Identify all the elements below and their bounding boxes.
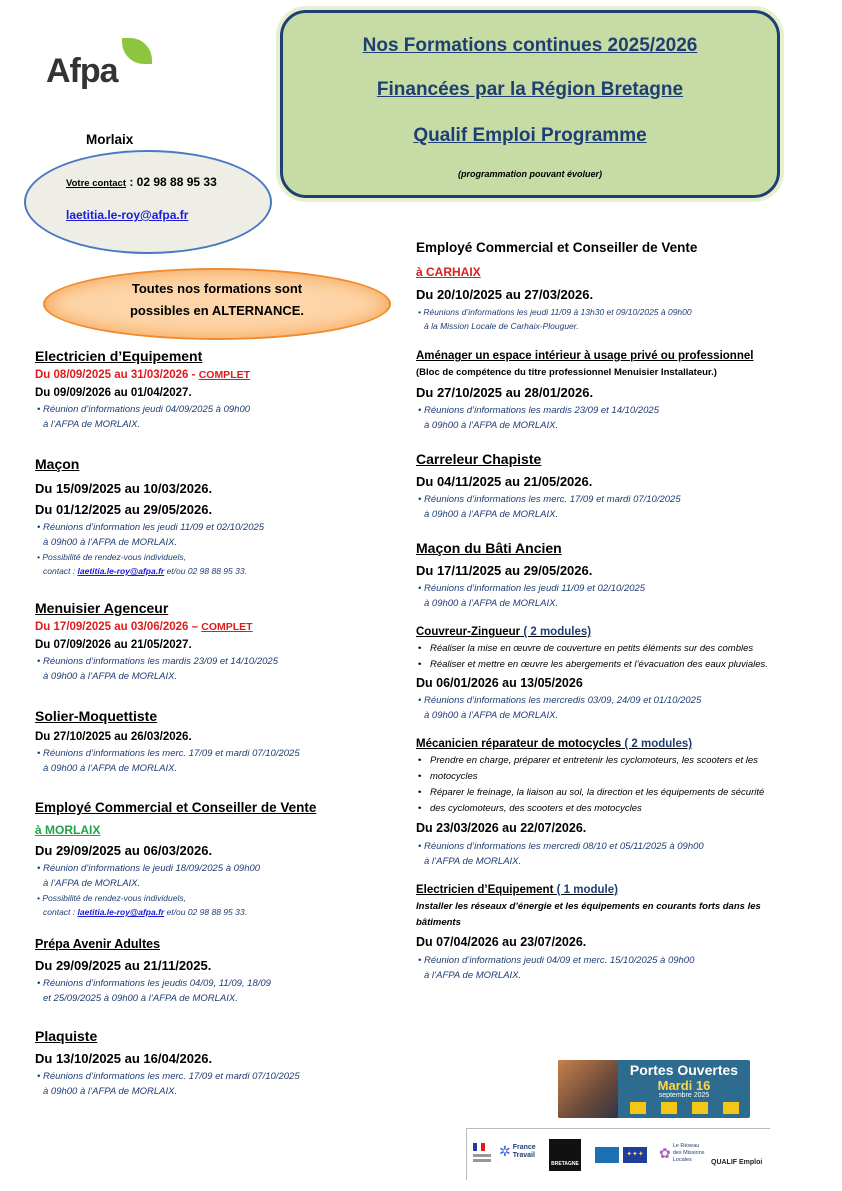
course-desc: Installer les réseaux d’énergie et les équipements en courants forts dans les — [416, 901, 761, 912]
course-location: à MORLAIX — [35, 823, 101, 837]
banner-photo — [558, 1060, 618, 1118]
info-line: à 09h00 à l’AFPA de MORLAIX. — [43, 537, 178, 548]
badge-icon — [692, 1102, 708, 1114]
rdv-email[interactable]: laetitia.le-roy@afpa.fr — [77, 566, 165, 576]
title-line2: Financées par la Région Bretagne — [376, 79, 684, 100]
info-text: Réunions d’informations les mercredi 08/10 et 05/11/2025 à 09h00 — [423, 841, 704, 852]
star-icon: ✲ — [499, 1143, 511, 1159]
info-text: Réunions d’informations les mardis 23/09 et 14/10/2025 — [42, 656, 278, 667]
course-title: Electricien d’Equipement — [35, 348, 203, 364]
modules-count: ( 2 modules) — [621, 738, 693, 750]
bullet-item: • Réaliser la mise en œuvre de couverture en petits éléments sur des combles — [416, 641, 828, 657]
badge-icon — [661, 1102, 677, 1114]
course-date: Du 01/12/2025 au 29/05/2026. — [35, 502, 213, 517]
bullet-text: • motocycles — [430, 771, 478, 782]
course-title: Maçon — [35, 456, 80, 472]
info-line: à la Mission Locale de Carhaix-Plouguer. — [424, 321, 579, 331]
logo-text: Afpa — [46, 52, 118, 90]
alternance-text — [60, 278, 374, 322]
info-line: à 09h00 à l’AFPA de MORLAIX. — [424, 598, 559, 609]
info-line: • Réunions d’informations les jeudis 04/09, 11/09, 18/09 — [37, 978, 271, 989]
info-line: à l’AFPA de MORLAIX. — [43, 878, 141, 889]
course-date: Du 17/11/2025 au 29/05/2026. — [416, 563, 593, 578]
course-date: Du 15/09/2025 au 10/03/2026. — [35, 481, 213, 496]
info-text: Réunions d’informations les mercredis 03/09, 24/09 et 01/10/2025 — [423, 695, 702, 706]
info-text: Réunions d’informations les jeudi 11/09 à 13h30 et 09/10/2025 à 09h00 — [423, 307, 692, 317]
course-title: Solier-Moquettiste — [35, 708, 158, 724]
course-note: (Bloc de compétence du titre professionnel Menuisier Installateur.) — [416, 367, 717, 378]
course-amenager — [416, 347, 828, 433]
course-title — [416, 735, 828, 753]
course-date: Du 29/09/2025 au 21/11/2025. — [35, 958, 212, 973]
alternance-line2: possibles en ALTERNANCE. — [129, 303, 305, 318]
title-line3: Qualif Emploi Programme — [413, 125, 647, 146]
banner-title: Portes Ouvertes — [629, 1062, 739, 1078]
course-prepa — [35, 935, 395, 1006]
course-mecanicien — [416, 735, 828, 869]
contact-phone — [66, 175, 217, 189]
info-line: et 25/09/2025 à 09h00 à l’AFPA de MORLAIX. — [43, 993, 238, 1004]
info-text: Réunions d’information les jeudi 11/09 et 02/10/2025 — [42, 522, 265, 533]
course-couvreur — [416, 623, 828, 723]
rdv-email[interactable]: laetitia.le-roy@afpa.fr — [77, 907, 165, 917]
date-text: Du 08/09/2025 au 31/03/2026 — [35, 369, 189, 381]
course-date: Du 06/01/2026 au 13/05/2026 — [416, 676, 583, 690]
info-line: à 09h00 à l’AFPA de MORLAIX. — [424, 710, 559, 721]
title-line1: Nos Formations continues 2025/2026 — [362, 35, 698, 56]
info-line: • Réunions d’informations les merc. 17/09 et mardi 07/10/2025 — [37, 1071, 300, 1082]
rdv-line: • Possibilité de rendez-vous individuels, — [37, 552, 186, 562]
leaf-icon — [122, 38, 152, 64]
info-line: à 09h00 à l’AFPA de MORLAIX. — [43, 763, 178, 774]
rdv-pre: contact : — [43, 566, 78, 576]
info-line: • Réunions d’information les jeudi 11/09 et 02/10/2025 — [418, 583, 646, 594]
course-employe-commercial-carhaix — [416, 238, 828, 333]
info-text: Réunions d’informations les merc. 17/09 et mardi 07/10/2025 — [42, 748, 300, 759]
course-date: Du 23/03/2026 au 22/07/2026. — [416, 821, 587, 835]
contact-oval — [24, 150, 272, 254]
info-line: à l’AFPA de MORLAIX. — [424, 970, 522, 981]
date-text: Du 17/09/2025 au 03/06/2026 — [35, 621, 189, 633]
info-line: à 09h00 à l’AFPA de MORLAIX. — [424, 509, 559, 520]
course-title: Maçon du Bâti Ancien — [416, 540, 562, 556]
missions-locales-logo — [659, 1143, 715, 1171]
banner-badges — [622, 1102, 746, 1114]
course-date — [35, 618, 395, 636]
separator: - — [188, 369, 199, 381]
rdv-text: Possibilité de rendez-vous individuels, — [42, 552, 186, 562]
badge-icon — [723, 1102, 739, 1114]
course-date: Du 04/11/2025 au 21/05/2026. — [416, 474, 593, 489]
right-column — [416, 238, 828, 983]
course-employe-commercial — [35, 798, 395, 919]
city-name: Morlaix — [86, 132, 134, 147]
rdv-contact — [35, 564, 395, 578]
course-location: à CARHAIX — [416, 265, 481, 279]
flower-icon: ✿ — [659, 1145, 671, 1161]
info-line: • Réunions d’informations les jeudi 11/09 à 13h30 et 09/10/2025 à 09h00 — [418, 307, 692, 317]
info-line: à 09h00 à l’AFPA de MORLAIX. — [43, 671, 178, 682]
contact-label: Votre contact — [66, 178, 127, 189]
rdv-text: Possibilité de rendez-vous individuels, — [42, 893, 186, 903]
info-line: à l’AFPA de MORLAIX. — [424, 856, 522, 867]
title-text: Mécanicien réparateur de motocycles — [416, 738, 622, 750]
rdv-pre: contact : — [43, 907, 78, 917]
course-title — [416, 881, 828, 899]
info-text: Réunion d’informations jeudi 04/09/2025 à 09h00 — [42, 404, 251, 415]
contact-email[interactable]: laetitia.le-roy@afpa.fr — [66, 208, 189, 222]
course-date: Du 29/09/2025 au 06/03/2026. — [35, 843, 213, 858]
course-date: Du 27/10/2025 au 28/01/2026. — [416, 385, 594, 400]
title-text: Electricien d’Equipement — [416, 884, 554, 896]
rdv-post: et/ou 02 98 88 95 33. — [164, 566, 247, 576]
info-line: • Réunion d’informations jeudi 04/09 et merc. 15/10/2025 à 09h00 — [418, 955, 695, 966]
banner-day: Mardi 16 — [657, 1078, 711, 1093]
bullet-item: • Prendre en charge, préparer et entretenir les cyclomoteurs, les scooters et les — [416, 753, 828, 769]
course-date — [35, 366, 395, 384]
title-text: Couvreur-Zingueur — [416, 626, 521, 638]
course-macon-bati-ancien — [416, 538, 828, 611]
alternance-line1: Toutes nos formations sont — [131, 281, 303, 296]
left-column — [35, 346, 395, 1099]
contact-phone-number: : 02 98 88 95 33 — [126, 175, 217, 189]
bullet-text: • des cyclomoteurs, des scooters et des motocycles — [430, 803, 642, 814]
partner-logos — [466, 1128, 770, 1180]
course-plaquiste — [35, 1026, 395, 1099]
complet-badge: COMPLET — [201, 621, 253, 633]
course-carreleur — [416, 449, 828, 522]
afpa-logo — [46, 38, 156, 98]
course-title: Employé Commercial et Conseiller de Vente — [35, 800, 317, 815]
title-box — [280, 10, 780, 198]
france-travail-logo — [499, 1143, 541, 1171]
missions-text: Le Réseau des Missions Locales — [672, 1143, 705, 1163]
rdv-post: et/ou 02 98 88 95 33. — [164, 907, 247, 917]
info-line: • Réunions d’informations les mardis 23/09 et 14/10/2025 — [418, 405, 659, 416]
info-line: • Réunions d’informations les mercredis 03/09, 24/09 et 01/10/2025 — [418, 695, 702, 706]
separator: – — [188, 621, 202, 633]
course-date: Du 27/10/2025 au 26/03/2026. — [35, 731, 192, 743]
portes-ouvertes-banner — [558, 1060, 750, 1118]
banner-month: septembre 2025 — [658, 1092, 710, 1099]
bullet-continuation — [416, 801, 828, 817]
info-text: Réunions d’information les jeudi 11/09 et 02/10/2025 — [423, 583, 646, 594]
info-line: • Réunions d’informations les merc. 17/09 et mardi 07/10/2025 — [37, 748, 300, 759]
france-travail-text: France Travail — [512, 1143, 536, 1159]
republique-logo — [473, 1143, 493, 1171]
eu-flag-icon: ✦✦✦ — [623, 1147, 647, 1163]
course-title: Prépa Avenir Adultes — [35, 937, 161, 951]
course-date: Du 09/09/2026 au 01/04/2027. — [35, 387, 192, 399]
course-date: Du 07/09/2026 au 21/05/2027. — [35, 639, 192, 651]
info-line: à l’AFPA de MORLAIX. — [43, 419, 141, 430]
badge-icon — [630, 1102, 646, 1114]
info-line: • Réunion d’informations jeudi 04/09/2025 à 09h00 — [37, 404, 251, 415]
course-macon — [35, 454, 395, 578]
course-solier — [35, 706, 395, 776]
bullet-item: • Réaliser et mettre en œuvre les abergements et l’évacuation des eaux pluviales. — [416, 657, 828, 673]
course-title: Menuisier Agenceur — [35, 600, 169, 616]
region-logo — [595, 1147, 619, 1163]
course-date: Du 13/10/2025 au 16/04/2026. — [35, 1051, 213, 1066]
bretagne-logo — [549, 1139, 581, 1171]
bullet-item: • Réparer le freinage, la liaison au sol, la direction et les équipements de sécurité — [416, 785, 828, 801]
course-title: Employé Commercial et Conseiller de Vente — [416, 240, 698, 255]
info-line: • Réunions d’informations les merc. 17/09 et mardi 07/10/2025 — [418, 494, 681, 505]
rdv-line: • Possibilité de rendez-vous individuels, — [37, 893, 186, 903]
info-text: Réunions d’informations les mardis 23/09 et 14/10/2025 — [423, 405, 659, 416]
course-title: Carreleur Chapiste — [416, 451, 542, 467]
modules-count: ( 2 modules) — [520, 626, 592, 638]
info-line: • Réunion d’informations le jeudi 18/09/2025 à 09h00 — [37, 863, 261, 874]
info-text: Réunion d’informations jeudi 04/09 et merc. 15/10/2025 à 09h00 — [423, 955, 695, 966]
course-date: Du 20/10/2025 au 27/03/2026. — [416, 287, 594, 302]
bretagne-text: BRETAGNE — [551, 1161, 579, 1167]
info-text: Réunions d’informations les merc. 17/09 et mardi 07/10/2025 — [42, 1071, 300, 1082]
title-note: (programmation pouvant évoluer) — [457, 169, 602, 179]
info-line: • Réunions d’informations les mardis 23/09 et 14/10/2025 — [37, 656, 278, 667]
course-menuisier — [35, 598, 395, 684]
info-text: Réunions d’informations les merc. 17/09 et mardi 07/10/2025 — [423, 494, 681, 505]
complet-badge: COMPLET — [198, 369, 251, 381]
rdv-contact — [35, 905, 395, 919]
course-electricien-module — [416, 881, 828, 983]
course-title — [416, 623, 828, 641]
info-line: à 09h00 à l’AFPA de MORLAIX. — [43, 1086, 178, 1097]
course-desc: bâtiments — [416, 917, 461, 928]
info-line: • Réunions d’information les jeudi 11/09 et 02/10/2025 — [37, 522, 265, 533]
info-line: à 09h00 à l’AFPA de MORLAIX. — [424, 420, 559, 431]
course-title: Aménager un espace intérieur à usage privé ou professionnel — [416, 350, 754, 362]
qualif-text: QUALIF Emploi — [711, 1159, 763, 1166]
info-line: • Réunions d’informations les mercredi 08/10 et 05/11/2025 à 09h00 — [418, 841, 704, 852]
qualif-logo — [711, 1159, 767, 1187]
bullet-continuation — [416, 769, 828, 785]
course-date: Du 07/04/2026 au 23/07/2026. — [416, 935, 587, 949]
modules-count: ( 1 module) — [553, 884, 618, 896]
course-title: Plaquiste — [35, 1028, 98, 1044]
info-text: Réunion d’informations le jeudi 18/09/2025 à 09h00 — [42, 863, 261, 874]
info-text: Réunions d’informations les jeudis 04/09, 11/09, 18/09 — [42, 978, 271, 989]
course-electricien — [35, 346, 395, 432]
